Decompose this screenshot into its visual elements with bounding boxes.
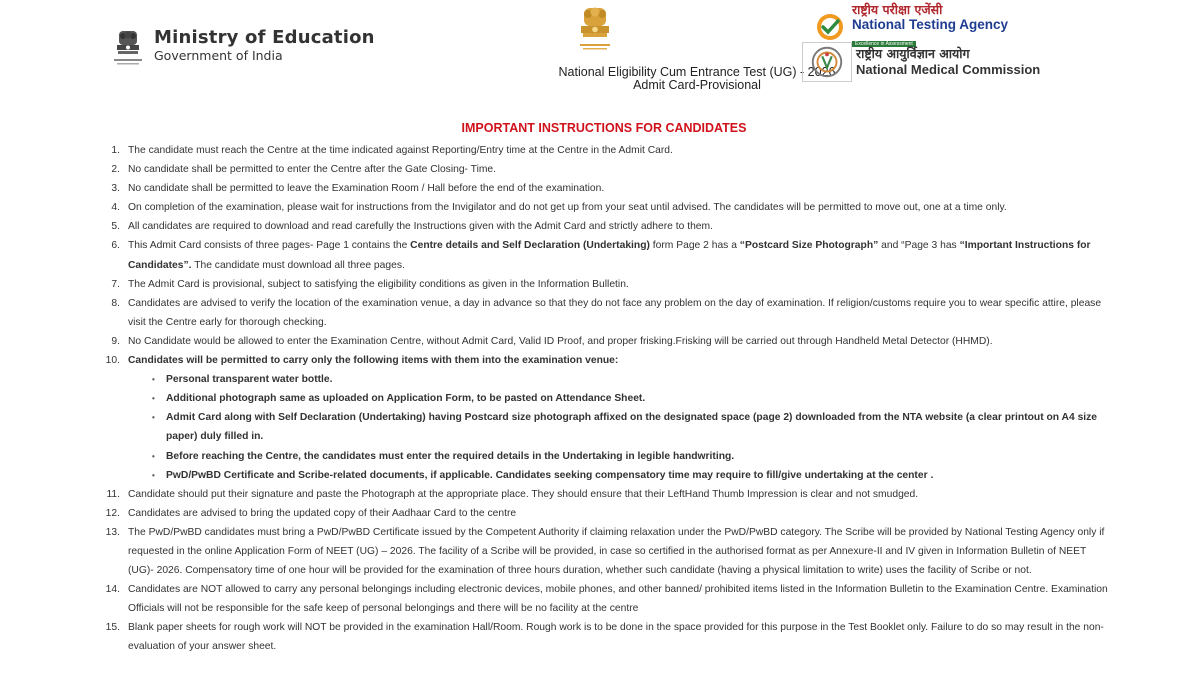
- item-text: [128, 236, 1114, 274]
- list-item: [104, 236, 1114, 274]
- item-text: The PwD/PwBD candidates must bring a PwD/PwBD Certificate issued by the Competent Authority if claiming relaxation under the PwD/PwBD category. The Scribe will be provided by National Testing Agency only if requested in the online Application Form of NEET (UG) – 2026. The facility of a Scribe will be provided, in case so certified in the authorised format as per Annexure-II and IV given in Information Bulletin of NEET (UG)- 2026. Compensatory time of one hour will be provided for the examination of three hours duration, whether such candidate (having a physical limitation to write) uses the facility of Scribe or not.: [128, 526, 1105, 577]
- moe-block: [108, 27, 375, 69]
- item-text: No candidate shall be permitted to leave the Examination Room / Hall before the end of the examination.: [128, 183, 605, 195]
- allowed-item: [152, 466, 1114, 485]
- allowed-item-text: Personal transparent water bottle.: [166, 374, 333, 386]
- exam-title: National Eligibility Cum Entrance Test (UG) - 2026: [558, 65, 836, 79]
- allowed-item: [152, 370, 1114, 389]
- item-number: 7.: [111, 278, 120, 290]
- nmc-hindi-name: राष्ट्रीय आयुर्विज्ञान आयोग: [856, 46, 970, 61]
- item-number: 11.: [106, 488, 120, 500]
- nmc-english-name: National Medical Commission: [856, 62, 1041, 77]
- list-item: [104, 580, 1114, 618]
- item-text-part: The candidate must download all three pages.: [191, 259, 405, 271]
- moe-subtitle: Government of India: [154, 48, 283, 63]
- instructions-heading: IMPORTANT INSTRUCTIONS FOR CANDIDATES: [461, 121, 747, 135]
- item-text: No candidate shall be permitted to enter the Centre after the Gate Closing- Time.: [128, 164, 497, 176]
- list-item: [104, 179, 1114, 198]
- item-text: The candidate must reach the Centre at the time indicated against Reporting/Entry time at the Centre in the Admit Card.: [128, 145, 673, 156]
- allowed-items-list: [152, 370, 1114, 485]
- moe-title: Ministry of Education: [154, 27, 375, 48]
- item-number: 8.: [111, 297, 120, 309]
- nta-hindi-name: राष्ट्रीय परीक्षा एजेंसी: [852, 2, 943, 17]
- nmc-block: [802, 42, 1040, 82]
- item-text: Blank paper sheets for rough work will NOT be provided in the examination Hall/Room. Rough work is to be done in the space provided for this purpose in the Test Booklet only. Failure to do so may result in the non-evaluation of your answer sheet.: [128, 622, 1104, 653]
- list-item: [104, 198, 1114, 217]
- item-text: Candidates will be permitted to carry only the following items with them into the examination venue:: [128, 355, 619, 367]
- item-text: Candidates are advised to bring the updated copy of their Aadhaar Card to the centre: [128, 507, 517, 519]
- list-item: [104, 504, 1114, 523]
- item-number: 9.: [111, 335, 120, 347]
- item-text-part: and “Page 3 has: [878, 240, 960, 252]
- nta-english-name: National Testing Agency: [852, 17, 1009, 32]
- item-number: 5.: [111, 221, 120, 233]
- allowed-item: [152, 389, 1114, 408]
- list-item: [104, 523, 1114, 580]
- item-text-bold: “Important Instructions for Candidates”.: [128, 240, 1091, 271]
- item-text: No Candidate would be allowed to enter the Examination Centre, without Admit Card, Valid ID Proof, and proper frisking.Frisking will be carried out through Handheld Metal Detector (HHMD).: [128, 335, 993, 347]
- allowed-item-text: Before reaching the Centre, the candidates must enter the required details in the Undertaking in legible handwriting.: [166, 450, 735, 462]
- instructions-list: [104, 141, 1114, 657]
- list-item: [104, 332, 1114, 351]
- item-text: On completion of the examination, please wait for instructions from the Invigilator and do not get up from your seat until advised. The candidates will be permitted to move out, one at a time only.: [128, 202, 1007, 214]
- item-number: 6.: [111, 240, 120, 252]
- item-number: 3.: [111, 183, 120, 195]
- list-item: [104, 275, 1114, 294]
- admit-card-title: Admit Card-Provisional: [633, 78, 761, 92]
- item-number: 13.: [105, 526, 120, 538]
- bullet-icon: •: [152, 375, 155, 385]
- bullet-icon: •: [152, 470, 155, 480]
- item-number: 15.: [105, 622, 120, 634]
- item-text-bold: Centre details and Self Declaration (Undertaking): [410, 240, 650, 252]
- national-emblem-icon: [108, 27, 148, 69]
- list-item: [104, 141, 1114, 160]
- list-item: [104, 294, 1114, 332]
- item-text: The Admit Card is provisional, subject to satisfying the eligibility conditions as given in the Information Bulletin.: [128, 278, 629, 290]
- allowed-item-text: PwD/PwBD Certificate and Scribe-related documents, if applicable. Candidates seeking compensatory time may require to fill/give undertaking at the center .: [166, 469, 934, 481]
- allowed-item: [152, 447, 1114, 466]
- list-item: [104, 485, 1114, 504]
- list-item: [104, 217, 1114, 236]
- item-number: 10.: [105, 355, 120, 367]
- item-number: 1.: [111, 145, 120, 156]
- bullet-icon: •: [152, 413, 155, 423]
- nta-logo-icon: [812, 12, 848, 42]
- list-item: [104, 351, 1114, 370]
- list-item: [104, 618, 1114, 656]
- item-number: 12.: [105, 507, 120, 519]
- allowed-item: [152, 408, 1114, 446]
- item-text: Candidates are advised to verify the location of the examination venue, a day in advance so that they do not face any problem on the day of examination. If religion/customs require you to wear specific attire, please visit the Centre early for thorough checking.: [128, 297, 1102, 328]
- nta-tagline: Excellence in Assessment: [852, 41, 916, 47]
- bullet-icon: •: [152, 451, 155, 461]
- item-text-part: form Page 2 has a: [649, 240, 740, 252]
- item-text: All candidates are required to download and read carefully the Instructions given with the Admit Card and strictly adhere to them.: [128, 221, 713, 233]
- item-number: 14.: [105, 584, 120, 596]
- item-number: 4.: [111, 202, 120, 214]
- list-item: [104, 160, 1114, 179]
- bullet-icon: •: [152, 394, 155, 404]
- item-text-bold: “Postcard Size Photograph”: [739, 240, 879, 252]
- item-text: Candidate should put their signature and paste the Photograph at the appropriate place. They should ensure that their LeftHand Thumb Impression is clear and not smudged.: [128, 488, 919, 500]
- item-text-part: This Admit Card consists of three pages- Page 1 contains the: [128, 240, 411, 252]
- item-text: Candidates are NOT allowed to carry any personal belongings including electronic devices, mobile phones, and other banned/ prohibited items listed in the Information Bulletin to the Examination Centre. Examination Officials will not be responsible for the safe keep of personal belongings and there will be no facility at the centre: [128, 584, 1108, 615]
- item-number: 2.: [111, 164, 120, 176]
- ashoka-emblem-icon: [570, 2, 620, 60]
- nmc-logo-icon: [802, 42, 852, 82]
- allowed-item-text: Admit Card along with Self Declaration (Undertaking) having Postcard size photograph affixed on the designated space (page 2) downloaded from the NTA website (a clear printout on A4 size paper) duly filled in.: [166, 412, 1098, 443]
- allowed-item-text: Additional photograph same as uploaded on Application Form, to be pasted on Attendance Sheet.: [166, 393, 646, 405]
